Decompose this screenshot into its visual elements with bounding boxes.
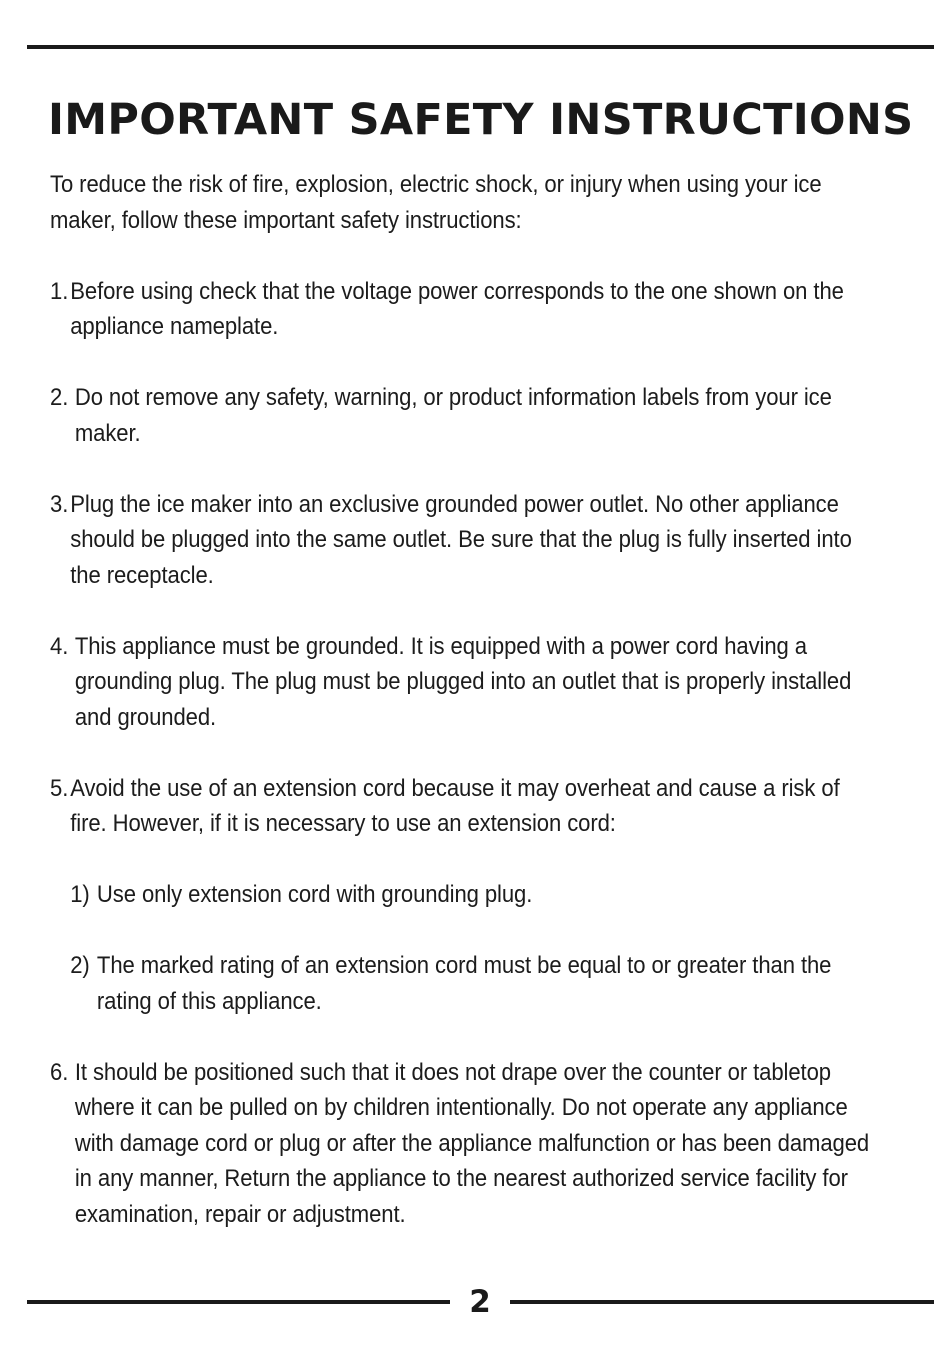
subitem-number: 2) — [70, 952, 90, 979]
instruction-item-3 — [50, 487, 873, 594]
item-number: 1. — [50, 277, 69, 305]
item-number: 6. — [50, 1058, 69, 1086]
instruction-item-5 — [50, 771, 873, 842]
item-text: It should be positioned such that it does not drape over the counter or tabletop where it can be pulled on by children intentionally. Do not operate any appliance with damage cord or plug or after the appliance malfunction or has been damaged in any manner, Return the appliance to the nearest authorized service facility for examination, repair or adjustment. — [74, 1058, 870, 1228]
item-number: 5. — [50, 774, 69, 802]
page-number: 2 — [469, 1284, 491, 1320]
subitem-number: 1) — [70, 881, 90, 908]
item-text: Avoid the use of an extension cord because it may overheat and cause a risk of fire. However, if it is necessary to use an extension cord: — [70, 774, 840, 837]
item-text: This appliance must be grounded. It is equipped with a power cord having a grounding plug. The plug must be plugged into an outlet that is properly installed and grounded. — [74, 632, 852, 731]
instructions-body — [50, 167, 873, 1268]
instruction-item-4 — [50, 629, 873, 736]
subitem-text: Use only extension cord with grounding plug. — [96, 881, 533, 908]
item-number: 3. — [50, 490, 69, 518]
item-text: Before using check that the voltage power corresponds to the one shown on the appliance nameplate. — [70, 277, 844, 340]
item-text: Do not remove any safety, warning, or product information labels from your ice maker. — [74, 384, 832, 447]
item-number: 2. — [50, 384, 69, 411]
instruction-item-2 — [50, 380, 873, 451]
top-divider — [27, 45, 934, 49]
item-number: 4. — [50, 632, 69, 660]
page-title: IMPORTANT SAFETY INSTRUCTIONS — [48, 95, 914, 145]
instruction-item-6 — [50, 1055, 873, 1233]
subitem-text: The marked rating of an extension cord must be equal to or greater than the rating of this appliance. — [96, 952, 832, 1015]
instruction-subitem-5-2 — [70, 948, 873, 1019]
intro-paragraph: To reduce the risk of fire, explosion, electric shock, or injury when using your ice maker, follow these important safety instructions: — [50, 171, 822, 234]
footer-divider-right — [510, 1300, 934, 1304]
instruction-item-1 — [50, 274, 873, 345]
instruction-subitem-5-1 — [70, 877, 873, 913]
item-text: Plug the ice maker into an exclusive grounded power outlet. No other appliance should be plugged into the same outlet. Be sure that the plug is fully inserted into the receptacle. — [70, 490, 852, 589]
footer-divider-left — [27, 1300, 450, 1304]
